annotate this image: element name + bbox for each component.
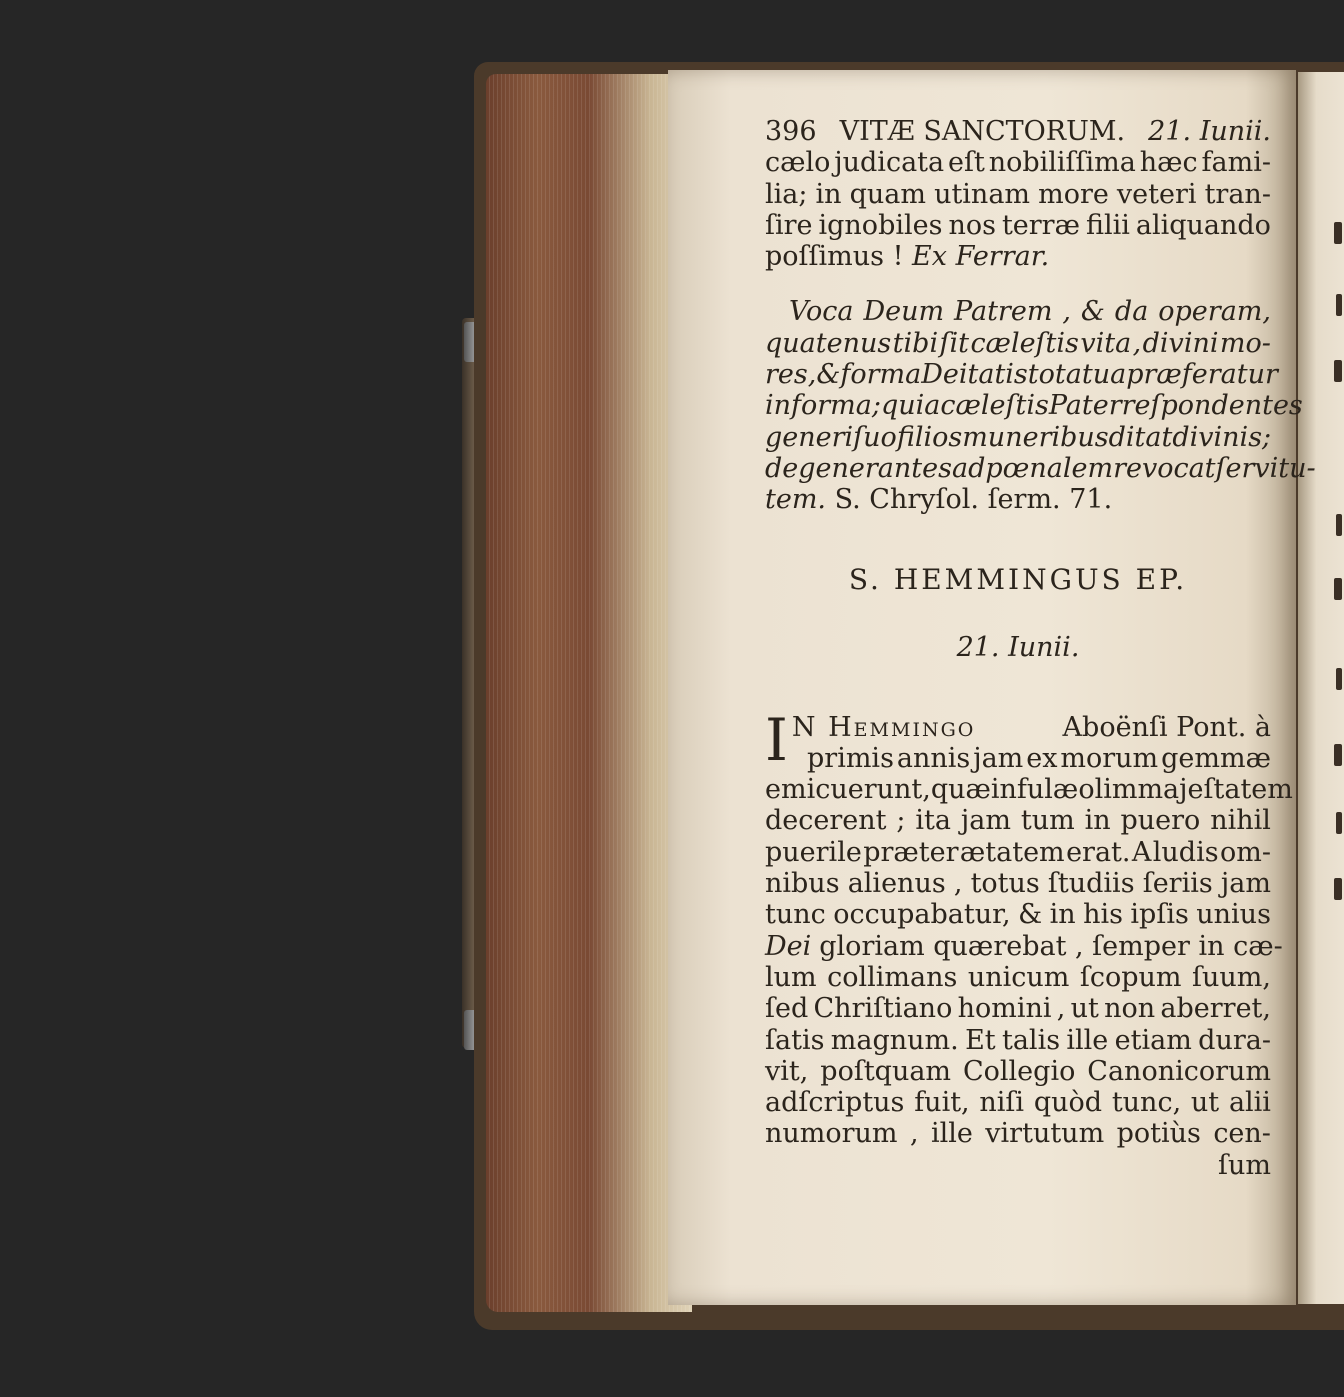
text-line: nibus alienus , totus ſtudiis ſeriis jam [765,868,1271,900]
text-line: lum collimans unicum ſcopum ſuum, [765,961,1271,993]
text-line: ſire ignobiles nos terræ filii aliquando [765,209,1271,241]
quote-line: generi ſuo filios muneribus ditat divinis; [765,421,1272,453]
text-line: adſcriptus fuit, niſi quòd tunc, ut alii [765,1087,1271,1119]
quote-line: degenerantes ad pœnalem revocat ſervitu- [765,452,1316,484]
text-line: cælo judicata eſt nobiliſſima hæc fami- [765,147,1271,179]
text-line: emicuerunt, quæ infulæ olim majeſtatem [765,774,1293,806]
text-line: tunc occupabatur, & in his ipſis unius [765,899,1271,931]
text-line: vit, poſtquam Collegio Canonicorum [765,1055,1271,1087]
text-line: lia; in quam utinam more veteri tran- [765,178,1271,210]
running-header [765,116,1271,147]
text-line: poſſimus ! Ex Ferrar. [765,241,1050,273]
quote-citation: S. Chryſol. ſerm. 71. [834,484,1113,516]
page-text [765,116,1316,1181]
quote-line: res, & forma Deitatis tota tua præferatur [765,359,1278,391]
section-heading: S. HEMMINGUS EP. [848,562,1188,596]
text-line: puerile præter ætatem erat. A ludis om- [765,836,1271,868]
drop-cap: I [765,705,788,774]
text-line: Dei gloriam quærebat , ſemper in cæ- [765,930,1283,962]
text-line: numorum , ille virtutum potiùs cen- [765,1118,1271,1150]
page-number: 396 [765,116,817,147]
section-date: 21. Iunii. [956,631,1080,663]
quote-line: tem. S. Chryſol. ſerm. 71. [765,484,1113,516]
quote-line: in forma; quia cæleſtis Pater reſpondentes [765,390,1303,422]
page-edges [486,74,692,1312]
text-line: primis annis jam ex morum gemmæ [807,742,1271,774]
text-line: ſed Chriſtiano homini , ut non aberret, [765,993,1271,1025]
text-line: decerent ; ita jam tum in puero nihil [765,805,1271,837]
text-line: ſatis magnum. Et talis ille etiam dura- [765,1024,1271,1056]
catchword: ſum [1218,1149,1271,1181]
quote-line: quatenus tibi ſit cæleſtis vita , divini mo- [765,327,1271,359]
header-date: 21. Iunii. [1148,116,1271,147]
running-title: VITÆ SANCTORUM. [839,116,1126,147]
quote-line: Voca Deum Patrem , & da operam, [789,296,1271,328]
right-page-edge [1298,72,1344,1304]
first-line: I N Hemmingo Aboënſi Pont. à [765,705,1271,774]
source-citation: Ex Ferrar. [912,241,1050,273]
